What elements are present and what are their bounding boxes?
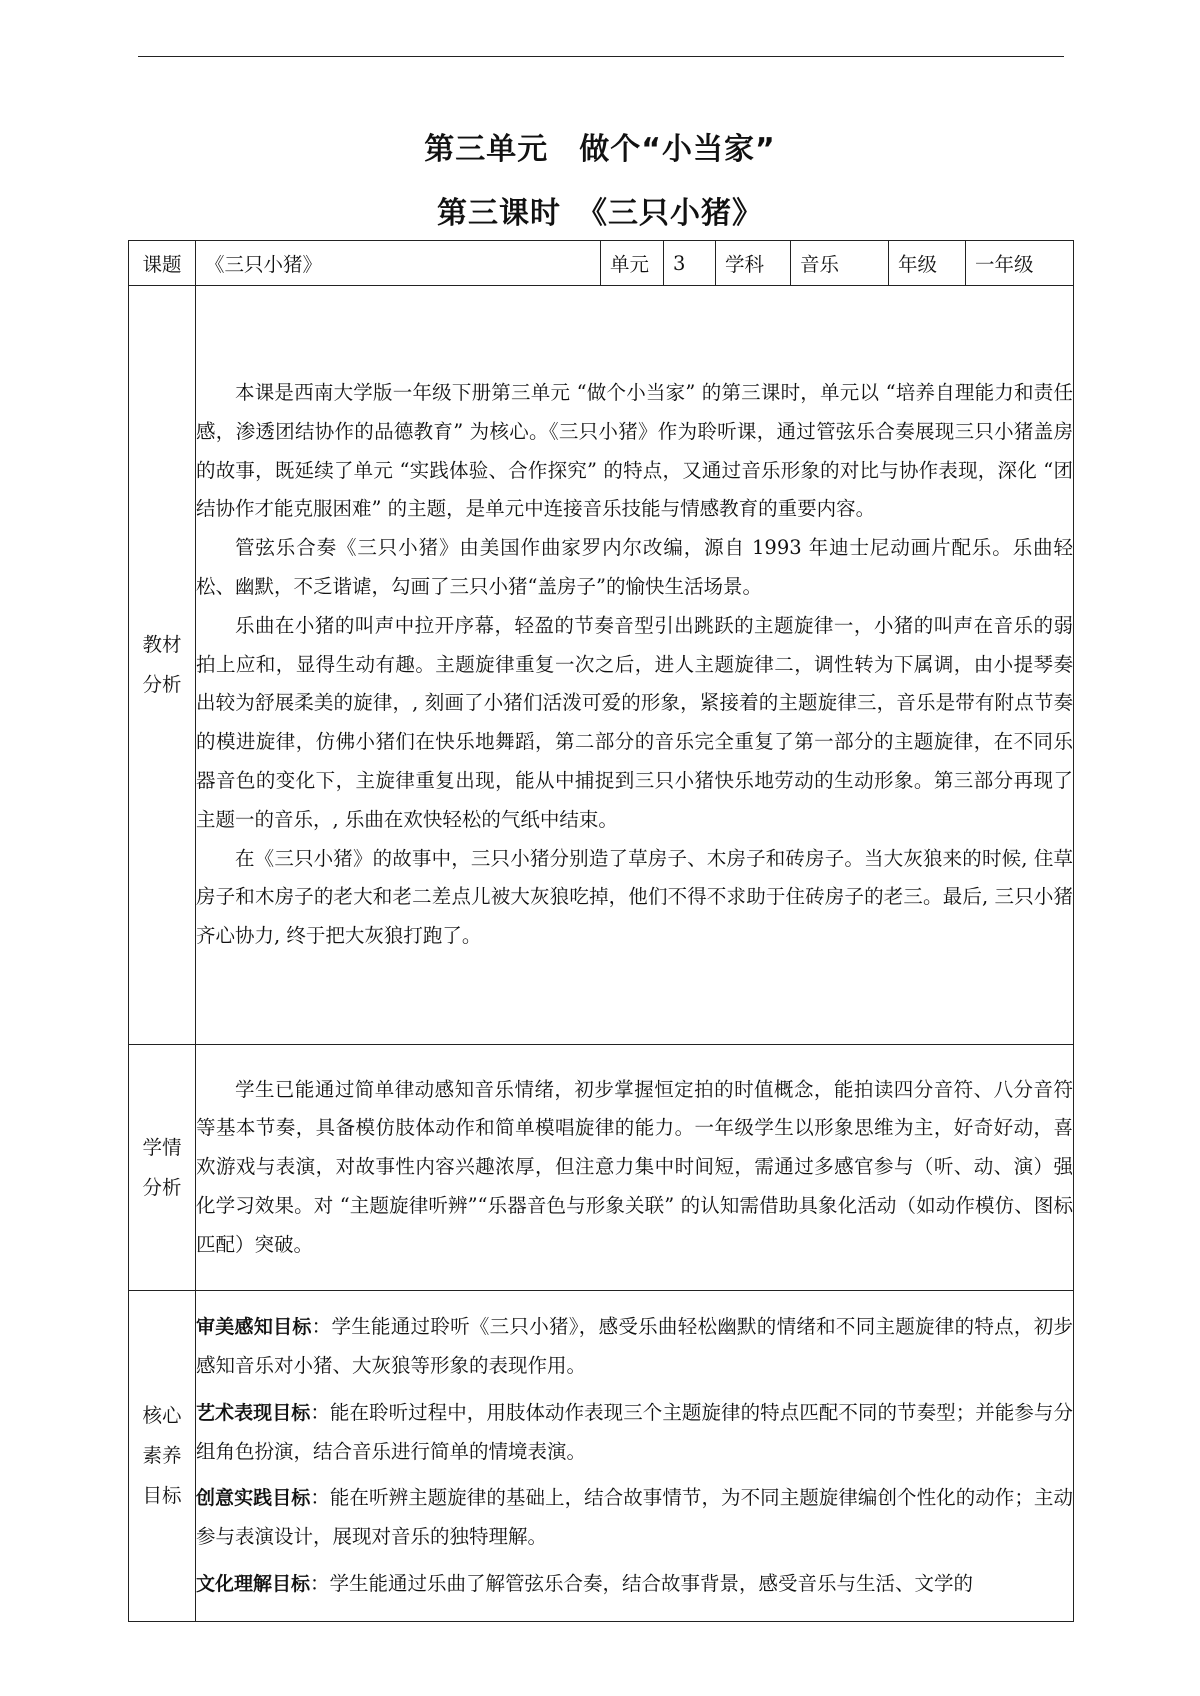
grade-value: 一年级 (966, 241, 1074, 286)
goal-creative (196, 1479, 1073, 1557)
goal-expression (196, 1394, 1073, 1472)
core-goals-row (129, 1291, 1074, 1622)
lesson-title: 第三课时 《三只小猪》 (437, 196, 763, 231)
goal-text: ：能在听辨主题旋律的基础上，结合故事情节，为不同主题旋律编创个性化的动作；主动参与表演设计，展现对音乐的独特理解。 (196, 1486, 1073, 1549)
paragraph: 乐曲在小猪的叫声中拉开序幕，轻盈的节奏音型引出跳跃的主题旋律一，小猪的叫声在音乐的弱拍上应和，显得生动有趣。主题旋律重复一次之后，进人主题旋律二，调性转为下属调，由小提琴奏出较为舒展柔美的旋律，, 刻画了小猪们活泼可爱的形象，紧接着的主题旋律三，音乐是带有附点节奏的模进旋律，仿佛小猪们在快乐地舞蹈，第二部分的音乐完全重复了第一部分的主题旋律，在不同乐器音色的变化下，主旋律重复出现，能从中捕捉到三只小猪快乐地劳动的生动形象。第三部分再现了主题一的音乐，, 乐曲在欢快轻松的气纸中结束。 (196, 613, 1073, 831)
goal-label: 创意实践目标 (196, 1487, 311, 1510)
goal-label: 艺术表现目标 (196, 1401, 311, 1424)
student-analysis-label: 学情 分析 (129, 1045, 196, 1291)
material-analysis-row (129, 286, 1074, 1045)
student-analysis-content (196, 1045, 1074, 1291)
topic-value: 《三只小猪》 (196, 241, 601, 286)
material-analysis-content (196, 286, 1074, 1045)
lesson-plan-table (128, 240, 1074, 1622)
goal-label: 文化理解目标 (196, 1572, 311, 1595)
student-analysis-row (129, 1045, 1074, 1291)
paragraph: 管弦乐合奏《三只小猪》由美国作曲家罗内尔改编，源自 1993 年迪士尼动画片配乐。乐曲轻松、幽默，不乏谐谑，勾画了三只小猪“盖房子”的愉快生活场景。 (196, 536, 1073, 598)
goal-culture (196, 1565, 1073, 1604)
goal-text: ：学生能通过乐曲了解管弦乐合奏，结合故事背景，感受音乐与生活、文学的 (310, 1571, 974, 1595)
goal-text: ：学生能通过聆听《三只小猪》，感受乐曲轻松幽默的情绪和不同主题旋律的特点，初步感知音乐对小猪、大灰狼等形象的表现作用。 (196, 1315, 1073, 1377)
grade-label: 年级 (889, 241, 966, 286)
subject-value: 音乐 (791, 241, 889, 286)
paragraph: 学生已能通过简单律动感知音乐情绪，初步掌握恒定拍的时值概念，能拍读四分音符、八分音符等基本节奏，具备模仿肢体动作和简单模唱旋律的能力。一年级学生以形象思维为主，好奇好动，喜欢游戏与表演，对故事性内容兴趣浓厚，但注意力集中时间短，需通过多感官参与（听、动、演）强化学习效果。对 “主题旋律听辨”“乐器音色与形象关联” 的认知需借助具象化活动（如动作模仿、图标匹配）突破。 (196, 1077, 1073, 1256)
info-row (129, 241, 1074, 286)
goal-text: ：能在聆听过程中，用肢体动作表现三个主题旋律的特点匹配不同的节奏型；并能参与分组角色扮演，结合音乐进行简单的情境表演。 (196, 1400, 1073, 1463)
material-analysis-label: 教材 分析 (129, 286, 196, 1045)
core-goals-content (196, 1291, 1074, 1622)
paragraph: 在《三只小猪》的故事中，三只小猪分别造了草房子、木房子和砖房子。当大灰狼来的时候, 住草房子和木房子的老大和老二差点儿被大灰狼吃掉，他们不得不求助于住砖房子的老三。最后, 三只小猪齐心协力, 终于把大灰狼打跑了。 (196, 846, 1073, 948)
unit-title: 第三单元 做个“小当家” (424, 132, 776, 167)
unit-value: 3 (664, 241, 716, 286)
core-goals-label: 核心 素养 目标 (129, 1291, 196, 1622)
goal-aesthetic (196, 1308, 1073, 1386)
goal-label: 审美感知目标 (196, 1316, 312, 1339)
paragraph: 本课是西南大学版一年级下册第三单元 “做个小当家” 的第三课时，单元以 “培养自理能力和责任感，渗透团结协作的品德教育” 为核心。《三只小猪》作为聆听课，通过管弦乐合奏展现三只小猪盖房的故事，既延续了单元 “实践体验、合作探究” 的特点，又通过音乐形象的对比与协作表现，深化 “团结协作才能克服困难” 的主题，是单元中连接音乐技能与情感教育的重要内容。 (196, 381, 1073, 521)
topic-label: 课题 (129, 241, 196, 286)
subject-label: 学科 (716, 241, 791, 286)
unit-label: 单元 (601, 241, 664, 286)
header-rule (138, 56, 1064, 57)
